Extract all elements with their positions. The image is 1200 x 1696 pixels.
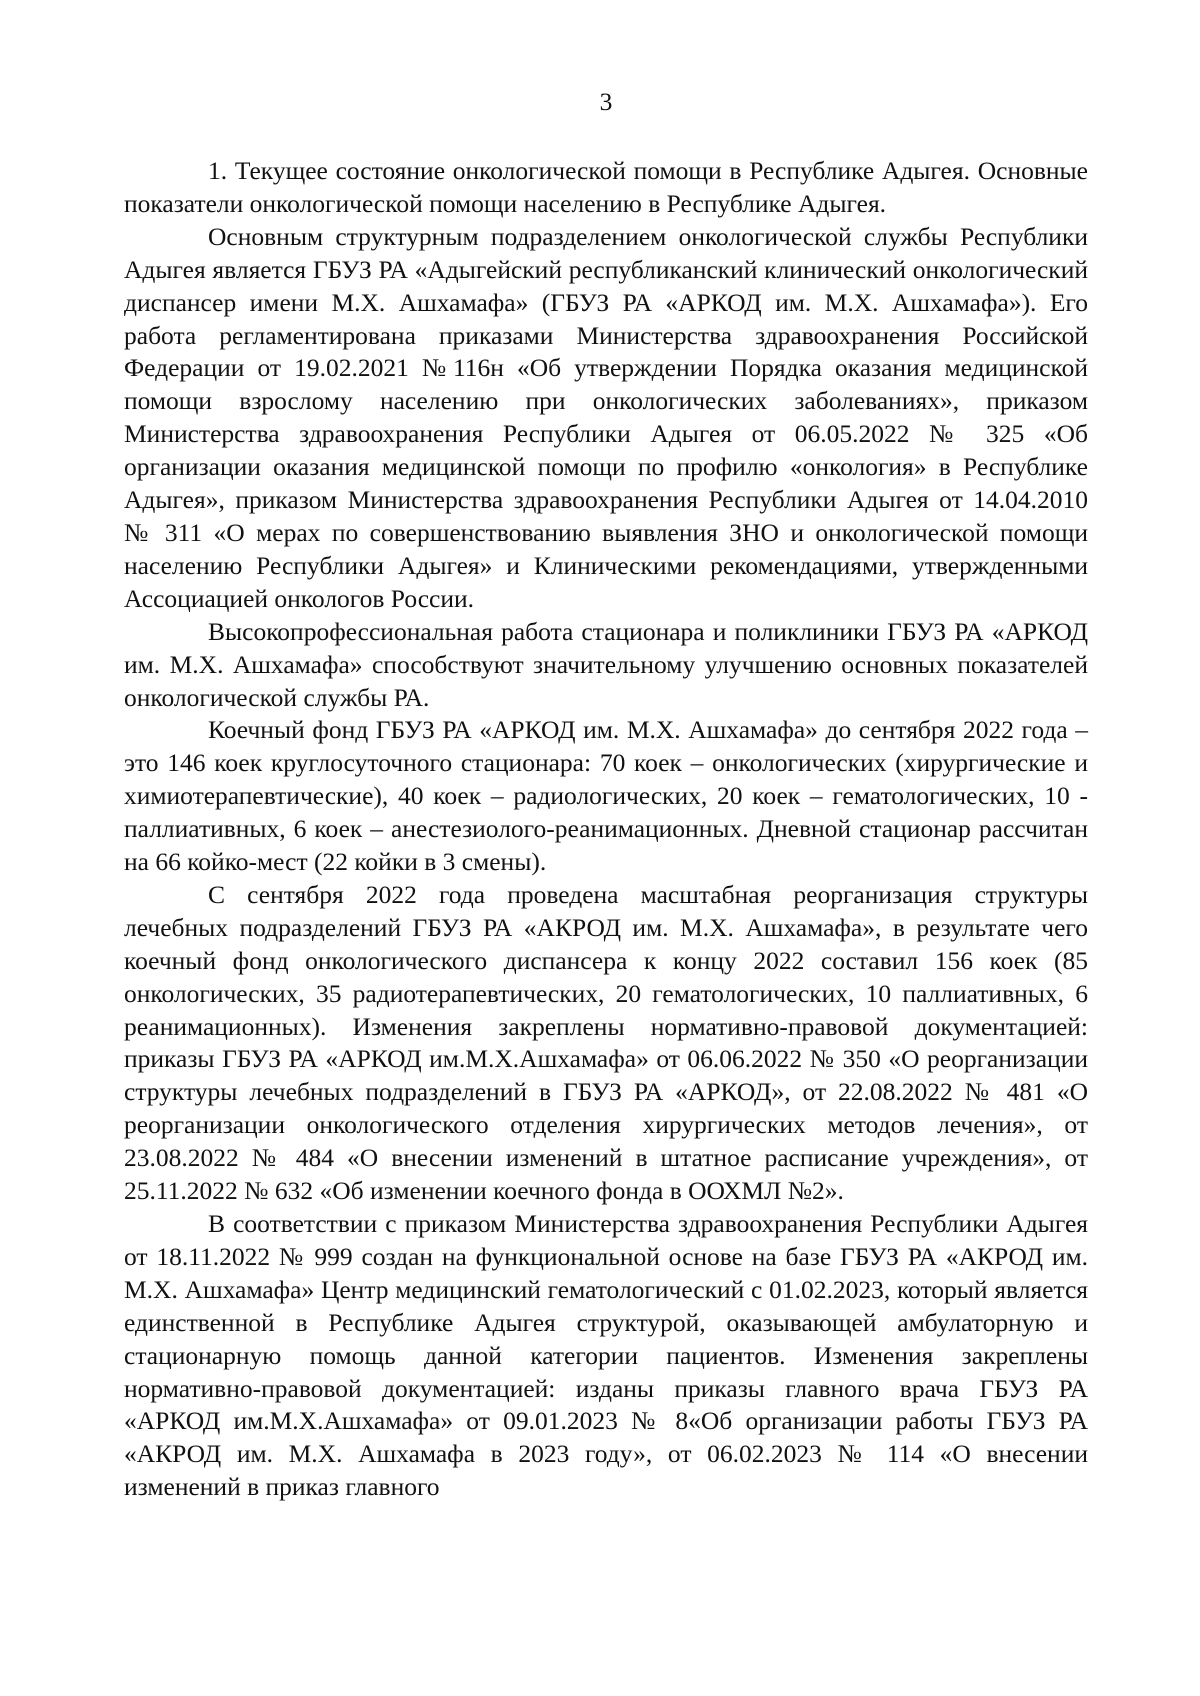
- document-page: [124, 0, 1088, 1696]
- paragraph-oncology-service: Основным структурным подразделением онкологической службы Республики Адыгея является ГБУЗ РА «Адыгейский республиканский клинический онкологический диспансер имени М.Х. Ашхамафа» (ГБУЗ РА «АРКОД им. М.Х. Ашхамафа»). Его работа регламентирована приказами Министерства здравоохранения Российской Федерации от 19.02.2021 №116н «Об утверждении Порядка оказания медицинской помощи взрослому населению при онкологических заболеваниях», приказом Министерства здравоохранения Республики Адыгея от 06.05.2022 № 325 «Об организации оказания медицинской помощи по профилю «онкология» в Республике Адыгея», приказом Министерства здравоохранения Республики Адыгея от 14.04.2010 № 311 «О мерах по совершенствованию выявления ЗНО и онкологической помощи населению Республики Адыгея» и Клиническими рекомендациями, утвержденными Ассоциацией онкологов России.: [124, 221, 1088, 613]
- page-number: 3: [599, 87, 613, 116]
- paragraph-bed-fund: Коечный фонд ГБУЗ РА «АРКОД им. М.Х. Ашхамафа» до сентября 2022 года – это 146 коек круглосуточного стационара: 70 коек – онкологических (хирургические и химиотерапевтические), 40 коек – радиологических, 20 коек – гематологических, 10 - паллиативных, 6 коек – анестезиолого-реанимационных. Дневной стационар рассчитан на 66 койко-мест (22 койки в 3 смены).: [124, 715, 1088, 877]
- document-body: [124, 155, 1088, 1504]
- paragraph-hospital-work: Высокопрофессиональная работа стационара и поликлиники ГБУЗ РА «АРКОД им. М.Х. Ашхамафа» способствуют значительному улучшению основных показателей онкологической службы РА.: [124, 616, 1088, 712]
- section-heading-paragraph: 1. Текущее состояние онкологической помощи в Республике Адыгея. Основные показатели онкологической помощи населению в Республике Адыгея.: [124, 156, 1088, 218]
- paragraph-reorganization: С сентября 2022 года проведена масштабная реорганизация структуры лечебных подразделений ГБУЗ РА «АКРОД им. М.Х. Ашхамафа», в результате чего коечный фонд онкологического диспансера к концу 2022 составил 156 коек (85 онкологических, 35 радиотерапевтических, 20 гематологических, 10 паллиативных, 6 реанимационных). Изменения закреплены нормативно-правовой документацией: приказы ГБУЗ РА «АРКОД им.М.Х.Ашхамафа» от 06.06.2022 № 350 «О реорганизации структуры лечебных подразделений в ГБУЗ РА «АРКОД», от 22.08.2022 № 481 «О реорганизации онкологического отделения хирургических методов лечения», от 23.08.2022 № 484 «О внесении изменений в штатное расписание учреждения», от 25.11.2022 № 632 «Об изменении коечного фонда в ООХМЛ №2».: [124, 879, 1088, 1206]
- paragraph-hematology-center: В соответствии с приказом Министерства здравоохранения Республики Адыгея от 18.11.2022 № 999 создан на функциональной основе на базе ГБУЗ РА «АКРОД им. М.Х. Ашхамафа» Центр медицинский гематологический с 01.02.2023, который является единственной в Республике Адыгея структурой, оказывающей амбулаторную и стационарную помощь данной категории пациентов. Изменения закреплены нормативно-правовой документацией: изданы приказы главного врача ГБУЗ РА «АРКОД им.М.Х.Ашхамафа» от 09.01.2023 № 8«Об организации работы ГБУЗ РА «АКРОД им. М.Х. Ашхамафа в 2023 году», от 06.02.2023 № 114 «О внесении изменений в приказ главного: [124, 1209, 1088, 1502]
